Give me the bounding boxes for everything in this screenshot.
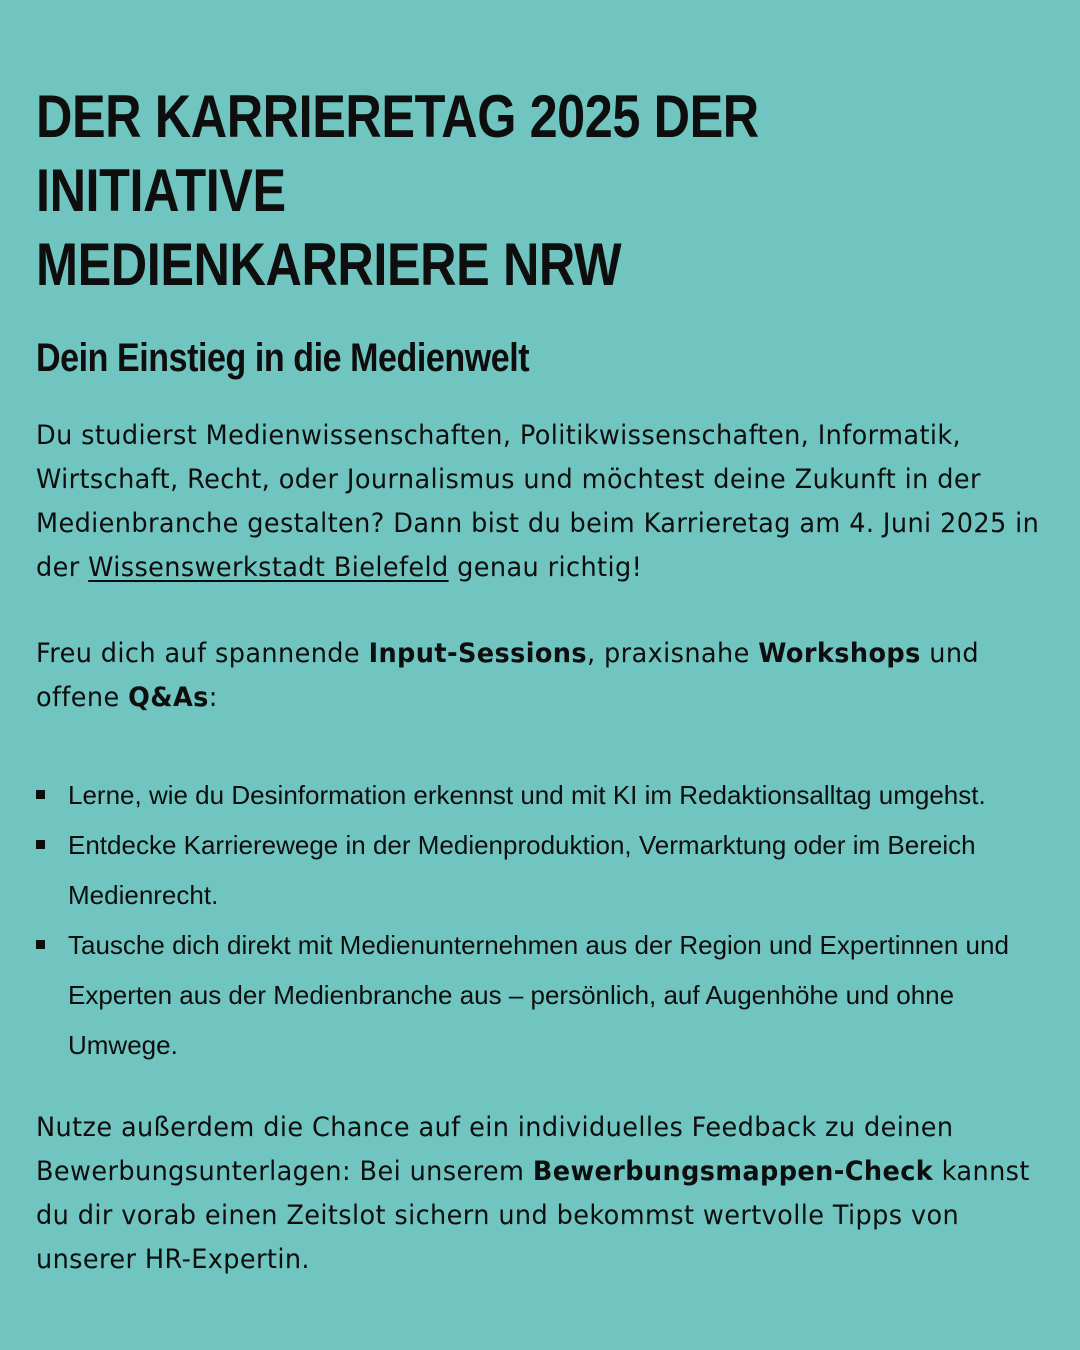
square-bullet-icon — [36, 790, 45, 799]
intro-paragraph — [36, 414, 1044, 590]
offer-text-4: : — [208, 682, 218, 713]
bullet-text: Tausche dich direkt mit Medienunternehmen aus der Region und Expertinnen und Experten aus der Medienbranche aus – persönlich, auf Augenhöhe und ohne Umwege. — [68, 930, 1009, 1060]
list-item — [36, 770, 1028, 820]
page-title — [36, 80, 1010, 302]
closing-text-1: Nutze außerdem die Chance auf ein individuelles Feedback zu deinen Bewerbungsunterlagen: Bei unserem — [36, 1112, 954, 1187]
title-line-1: DER KARRIERETAG 2025 DER INITIATIVE — [36, 83, 759, 224]
closing-bold-check: Bewerbungsmappen-Check — [532, 1156, 934, 1187]
offer-text-1: Freu dich auf spannende — [36, 638, 369, 669]
list-item — [36, 820, 1028, 920]
title-line-2: MEDIENKARRIERE NRW — [36, 231, 622, 298]
offer-text-3: und offene — [36, 638, 980, 713]
wissenswerkstadt-link[interactable]: Wissenswerkstadt Bielefeld — [88, 552, 449, 583]
offer-paragraph — [36, 632, 1044, 720]
offer-bold-workshops: Workshops — [758, 638, 921, 669]
bullet-text: Lerne, wie du Desinformation erkennst und mit KI im Redaktionsalltag umgehst. — [68, 780, 986, 810]
closing-paragraph — [36, 1106, 1044, 1282]
offer-bold-qas: Q&As — [128, 682, 209, 713]
offer-text-2: , praxisnahe — [587, 638, 759, 669]
list-item — [36, 920, 1028, 1070]
bullet-text: Entdecke Karrierewege in der Medienproduktion, Vermarktung oder im Bereich Medienrecht. — [68, 830, 976, 910]
closing-text-2: kannst du dir vorab einen Zeitslot sichern und bekommst wertvolle Tipps von unserer HR-Expertin. — [36, 1156, 1030, 1275]
offer-bold-input-sessions: Input-Sessions — [368, 638, 588, 669]
square-bullet-icon — [36, 940, 45, 949]
intro-text-1: Du studierst Medienwissenschaften, Politikwissenschaften, Informatik, Wirtschaft, Recht, oder Journalismus und möchtest deine Zukunft in der Medienbranche gestalten? Dann bist du beim Karrieretag am 4. Juni 2025 in der — [36, 420, 1040, 583]
subtitle: Dein Einstieg in die Medienwelt — [36, 336, 530, 380]
intro-text-2: genau richtig! — [448, 552, 643, 583]
bullet-list — [36, 770, 1044, 1070]
square-bullet-icon — [36, 840, 45, 849]
